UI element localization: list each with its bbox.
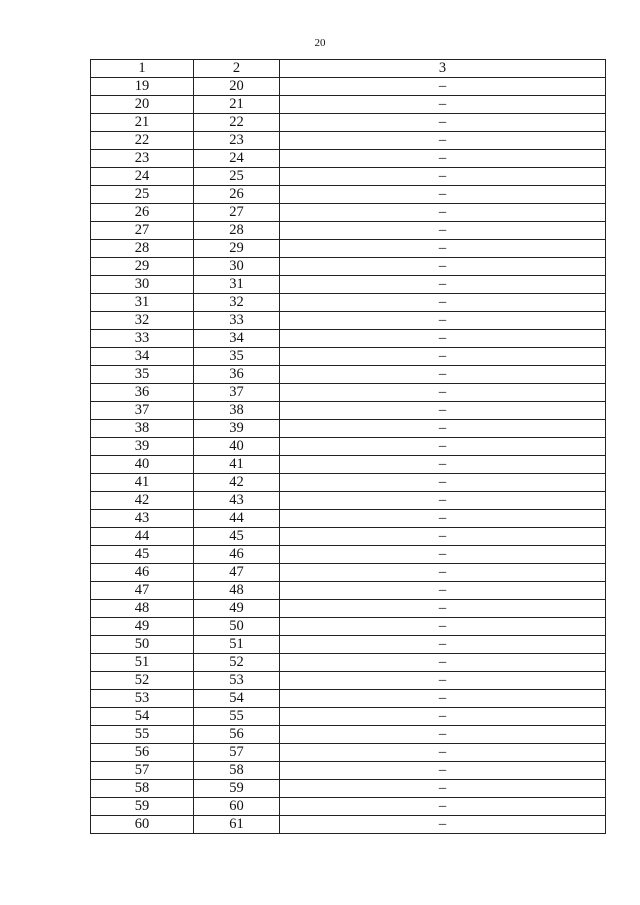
table-cell-col-2: 41 (194, 456, 280, 474)
table-cell-col-2: 32 (194, 294, 280, 312)
table-cell-col-3: – (280, 528, 606, 546)
table-cell-col-2: 37 (194, 384, 280, 402)
table-cell-col-1: 54 (91, 708, 194, 726)
table-row (91, 474, 606, 492)
table-cell-col-3: – (280, 330, 606, 348)
table-row (91, 654, 606, 672)
table-cell-col-1: 38 (91, 420, 194, 438)
table-cell-col-3: – (280, 672, 606, 690)
table-cell-col-3: – (280, 384, 606, 402)
table-cell-col-1: 30 (91, 276, 194, 294)
table-cell-col-2: 34 (194, 330, 280, 348)
table-row (91, 132, 606, 150)
table-cell-col-1: 33 (91, 330, 194, 348)
table-cell-col-1: 56 (91, 744, 194, 762)
table-cell-col-2: 20 (194, 78, 280, 96)
table-cell-col-2: 55 (194, 708, 280, 726)
table-row (91, 366, 606, 384)
table-cell-col-1: 50 (91, 636, 194, 654)
table-cell-col-1: 22 (91, 132, 194, 150)
table-cell-col-1: 53 (91, 690, 194, 708)
table-cell-col-2: 56 (194, 726, 280, 744)
table-row (91, 636, 606, 654)
table-row (91, 204, 606, 222)
table-cell-col-3: – (280, 132, 606, 150)
table-row (91, 600, 606, 618)
table-cell-col-2: 36 (194, 366, 280, 384)
table-row (91, 402, 606, 420)
table-cell-col-1: 40 (91, 456, 194, 474)
table-cell-col-3: – (280, 600, 606, 618)
table-cell-col-1: 46 (91, 564, 194, 582)
page-number: 20 (314, 37, 326, 49)
table-cell-col-1: 44 (91, 528, 194, 546)
table-cell-col-2: 51 (194, 636, 280, 654)
table-row (91, 330, 606, 348)
table-cell-col-2: 35 (194, 348, 280, 366)
table-cell-col-2: 28 (194, 222, 280, 240)
table-cell-col-1: 55 (91, 726, 194, 744)
table-cell-col-1: 43 (91, 510, 194, 528)
header-row (91, 60, 606, 78)
table-cell-col-2: 24 (194, 150, 280, 168)
table-cell-col-1: 20 (91, 96, 194, 114)
table-row (91, 528, 606, 546)
table-cell-col-3: – (280, 546, 606, 564)
table-cell-col-1: 58 (91, 780, 194, 798)
table-cell-col-3: – (280, 438, 606, 456)
table-cell-col-3: – (280, 618, 606, 636)
table-cell-col-2: 59 (194, 780, 280, 798)
table-cell-col-1: 29 (91, 258, 194, 276)
table-cell-col-2: 48 (194, 582, 280, 600)
table-row (91, 96, 606, 114)
table-cell-col-2: 54 (194, 690, 280, 708)
table-cell-col-1: 34 (91, 348, 194, 366)
table-row (91, 780, 606, 798)
table-cell-col-2: 60 (194, 798, 280, 816)
table-cell-col-3: – (280, 222, 606, 240)
table-cell-col-1: 60 (91, 816, 194, 834)
table-cell-col-1: 52 (91, 672, 194, 690)
table-cell-col-2: 58 (194, 762, 280, 780)
table-row (91, 240, 606, 258)
table-cell-col-3: – (280, 564, 606, 582)
table-cell-col-3: – (280, 492, 606, 510)
table-cell-col-1: 23 (91, 150, 194, 168)
table-row (91, 564, 606, 582)
table-cell-col-2: 45 (194, 528, 280, 546)
table-cell-col-3: – (280, 582, 606, 600)
table-cell-col-1: 31 (91, 294, 194, 312)
table-cell-col-3: – (280, 168, 606, 186)
table-cell-col-3: – (280, 654, 606, 672)
table-row (91, 420, 606, 438)
table-cell-col-3: – (280, 312, 606, 330)
table-cell-col-2: 38 (194, 402, 280, 420)
table-cell-col-1: 19 (91, 78, 194, 96)
column-header-3: 3 (280, 60, 606, 78)
table-cell-col-3: – (280, 456, 606, 474)
table-cell-col-3: – (280, 726, 606, 744)
table-row (91, 672, 606, 690)
table-row (91, 222, 606, 240)
table-cell-col-2: 25 (194, 168, 280, 186)
table-cell-col-3: – (280, 474, 606, 492)
table-cell-col-2: 44 (194, 510, 280, 528)
table-cell-col-2: 52 (194, 654, 280, 672)
table-cell-col-2: 46 (194, 546, 280, 564)
table-cell-col-3: – (280, 204, 606, 222)
table-cell-col-3: – (280, 78, 606, 96)
table-cell-col-3: – (280, 510, 606, 528)
table-cell-col-1: 26 (91, 204, 194, 222)
table-row (91, 510, 606, 528)
table-cell-col-2: 57 (194, 744, 280, 762)
table-cell-col-2: 30 (194, 258, 280, 276)
table-row (91, 78, 606, 96)
table-cell-col-3: – (280, 276, 606, 294)
table-cell-col-2: 49 (194, 600, 280, 618)
table-cell-col-2: 43 (194, 492, 280, 510)
table-row (91, 438, 606, 456)
table-cell-col-3: – (280, 762, 606, 780)
table-cell-col-1: 24 (91, 168, 194, 186)
table-cell-col-2: 61 (194, 816, 280, 834)
table-cell-col-1: 47 (91, 582, 194, 600)
table-row (91, 294, 606, 312)
table-row (91, 168, 606, 186)
table-cell-col-3: – (280, 114, 606, 132)
table-cell-col-3: – (280, 402, 606, 420)
table-cell-col-3: – (280, 636, 606, 654)
table-cell-col-1: 28 (91, 240, 194, 258)
table-cell-col-2: 42 (194, 474, 280, 492)
column-header-2: 2 (194, 60, 280, 78)
table-row (91, 618, 606, 636)
table-cell-col-1: 42 (91, 492, 194, 510)
table-cell-col-1: 32 (91, 312, 194, 330)
table-row (91, 546, 606, 564)
table-row (91, 114, 606, 132)
table-row (91, 798, 606, 816)
table-cell-col-3: – (280, 96, 606, 114)
table-cell-col-1: 59 (91, 798, 194, 816)
table-cell-col-3: – (280, 258, 606, 276)
table-cell-col-3: – (280, 708, 606, 726)
table-row (91, 762, 606, 780)
table-row (91, 384, 606, 402)
table-cell-col-3: – (280, 366, 606, 384)
column-header-1: 1 (91, 60, 194, 78)
table-cell-col-1: 35 (91, 366, 194, 384)
table-body (91, 78, 606, 834)
table-row (91, 312, 606, 330)
table-cell-col-3: – (280, 420, 606, 438)
table-cell-col-3: – (280, 816, 606, 834)
table-cell-col-2: 40 (194, 438, 280, 456)
table-cell-col-2: 53 (194, 672, 280, 690)
table-cell-col-1: 41 (91, 474, 194, 492)
table-cell-col-2: 23 (194, 132, 280, 150)
table-cell-col-1: 49 (91, 618, 194, 636)
table-row (91, 708, 606, 726)
table-cell-col-2: 47 (194, 564, 280, 582)
table-cell-col-3: – (280, 780, 606, 798)
table-row (91, 492, 606, 510)
table-row (91, 690, 606, 708)
table-cell-col-1: 48 (91, 600, 194, 618)
table-cell-col-3: – (280, 798, 606, 816)
table-cell-col-1: 51 (91, 654, 194, 672)
table-cell-col-3: – (280, 348, 606, 366)
table-row (91, 276, 606, 294)
table-cell-col-2: 31 (194, 276, 280, 294)
table-cell-col-3: – (280, 744, 606, 762)
table-row (91, 816, 606, 834)
table-row (91, 456, 606, 474)
table-row (91, 150, 606, 168)
table-cell-col-1: 37 (91, 402, 194, 420)
table-cell-col-2: 29 (194, 240, 280, 258)
table-cell-col-3: – (280, 690, 606, 708)
table-cell-col-2: 39 (194, 420, 280, 438)
table-row (91, 186, 606, 204)
table-cell-col-3: – (280, 186, 606, 204)
table-cell-col-3: – (280, 150, 606, 168)
table-row (91, 582, 606, 600)
table-cell-col-3: – (280, 240, 606, 258)
table-cell-col-1: 57 (91, 762, 194, 780)
table-cell-col-2: 33 (194, 312, 280, 330)
table-cell-col-1: 25 (91, 186, 194, 204)
table-cell-col-1: 39 (91, 438, 194, 456)
table-cell-col-2: 21 (194, 96, 280, 114)
table-cell-col-1: 36 (91, 384, 194, 402)
table-row (91, 744, 606, 762)
table-cell-col-1: 27 (91, 222, 194, 240)
table-cell-col-2: 26 (194, 186, 280, 204)
table-cell-col-2: 27 (194, 204, 280, 222)
table-cell-col-2: 22 (194, 114, 280, 132)
table-row (91, 258, 606, 276)
table-cell-col-2: 50 (194, 618, 280, 636)
table-row (91, 726, 606, 744)
table-cell-col-1: 45 (91, 546, 194, 564)
table-cell-col-3: – (280, 294, 606, 312)
table-row (91, 348, 606, 366)
data-table (90, 59, 606, 834)
table-cell-col-1: 21 (91, 114, 194, 132)
